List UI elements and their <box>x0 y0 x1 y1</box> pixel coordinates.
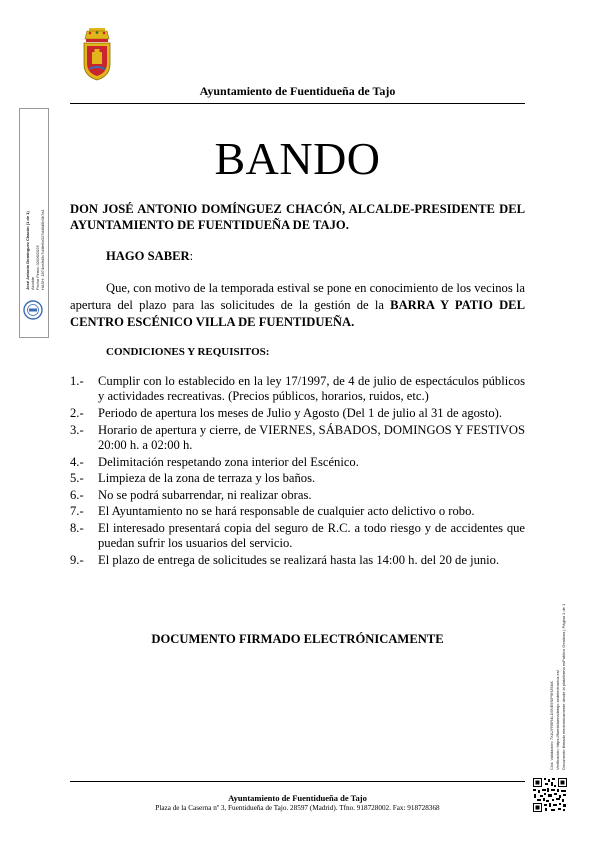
document-title: BANDO <box>214 133 381 184</box>
condition-number: 2.- <box>70 406 84 420</box>
qr-code-icon <box>532 777 568 813</box>
hago-saber-label: HAGO SABER <box>106 249 190 263</box>
condition-number: 7.- <box>70 504 84 519</box>
condition-item <box>70 553 525 568</box>
condition-item <box>70 374 525 405</box>
municipal-crest-icon <box>80 26 114 82</box>
condition-text: El plazo de entrega de solicitudes se realizará hasta las 14:00 h. del 20 de junio. <box>98 552 500 567</box>
condition-text: El interesado presentará copia del seguro de R.C. a todo riesgo y de accidentes que puedan sufrir los usuarios del servicio. <box>98 520 525 551</box>
signature-stamp-date: Fecha Firma: 02/06/2025 <box>35 245 40 290</box>
platform-note: Documento firmado electrónicamente desde la plataforma esPublico Gestiona | Página 1 de 1 <box>561 603 566 770</box>
signature-stamp-hash: HASH: 1874ce8d3c7d4fe6a017dd0d5b0b7a1 <box>40 209 45 290</box>
conditions-list <box>70 374 532 570</box>
condition-text: No se podrá subarrendar, ni realizar obras. <box>98 487 312 502</box>
condition-text: Periodo de apertura los meses de Julio y Agosto (Del 1 de julio al 31 de agosto). <box>98 406 502 420</box>
condition-number: 1.- <box>70 374 84 388</box>
condition-item <box>70 406 525 421</box>
header-divider <box>70 103 525 104</box>
condition-number: 9.- <box>70 552 84 567</box>
condition-item <box>70 471 525 486</box>
condition-text: Limpieza de la zona de terraza y los baños. <box>98 471 316 486</box>
hago-saber <box>106 249 193 264</box>
condition-number: 6.- <box>70 487 84 502</box>
condition-number: 4.- <box>70 454 84 469</box>
footer-address: Plaza de la Caserna nº 3, Fuentidueña de Tajo. 28597 (Madrid). Tfno. 918728002. Fax: 918728368 <box>155 804 440 812</box>
signature-stamp-role: Alcalde <box>30 276 35 290</box>
validation-code: Cód. Validación: 7XAJYR6R4LD3NE9SIP9HZ6AK <box>549 680 554 770</box>
condition-text: El Ayuntamiento no se hará responsable de cualquier acto delictivo o robo. <box>98 504 475 519</box>
condition-text: Cumplir con lo establecido en la ley 17/1997, de 4 de julio de espectáculos públicos y actividades recreativas. (Precios públicos, horarios, ruidos, etc.) <box>98 374 525 404</box>
announcement-text: Que, con motivo de la temporada estival se pone en conocimiento de los vecinos la apertura del plazo para las solicitudes de la gestión de la <box>70 281 525 312</box>
condition-number: 5.- <box>70 471 84 486</box>
condition-number: 3.- <box>70 422 84 437</box>
footer-title: Ayuntamiento de Fuentidueña de Tajo <box>228 793 367 803</box>
announcement-paragraph <box>70 280 525 331</box>
issuer-heading: DON JOSÉ ANTONIO DOMÍNGUEZ CHACÓN, ALCALDE-PRESIDENTE DEL AYUNTAMIENTO DE FUENTIDUEÑA DE TAJO. <box>70 202 525 232</box>
electronic-signature-note: DOCUMENTO FIRMADO ELECTRÓNICAMENTE <box>151 632 444 646</box>
signature-stamp-signer: José Antonio Domínguez Chacón (1 de 1) <box>25 211 30 290</box>
conditions-heading: CONDICIONES Y REQUISITOS: <box>106 346 270 358</box>
header-title: Ayuntamiento de Fuentidueña de Tajo <box>199 84 396 98</box>
condition-item <box>70 422 532 454</box>
electronic-seal-icon <box>23 300 43 320</box>
announcement-highlight: BARRA Y PATIO DEL CENTRO ESCÉNICO VILLA DE FUENTIDUEÑA. <box>70 298 525 329</box>
footer-divider <box>70 781 525 782</box>
hago-saber-colon: : <box>189 249 194 263</box>
condition-item <box>70 521 525 552</box>
condition-item <box>70 455 525 470</box>
condition-item <box>70 488 525 503</box>
verification-url: Verificación: https://fuentiduenadetajo.sedelectronica.es/ <box>555 670 560 770</box>
condition-item <box>70 504 525 519</box>
condition-number: 8.- <box>70 520 84 535</box>
condition-text: Horario de apertura y cierre, de VIERNES, SÁBADOS, DOMINGOS Y FESTIVOS 20:00 h. a 02:00 h. <box>98 422 532 452</box>
condition-text: Delimitación respetando zona interior del Escénico. <box>98 454 359 469</box>
